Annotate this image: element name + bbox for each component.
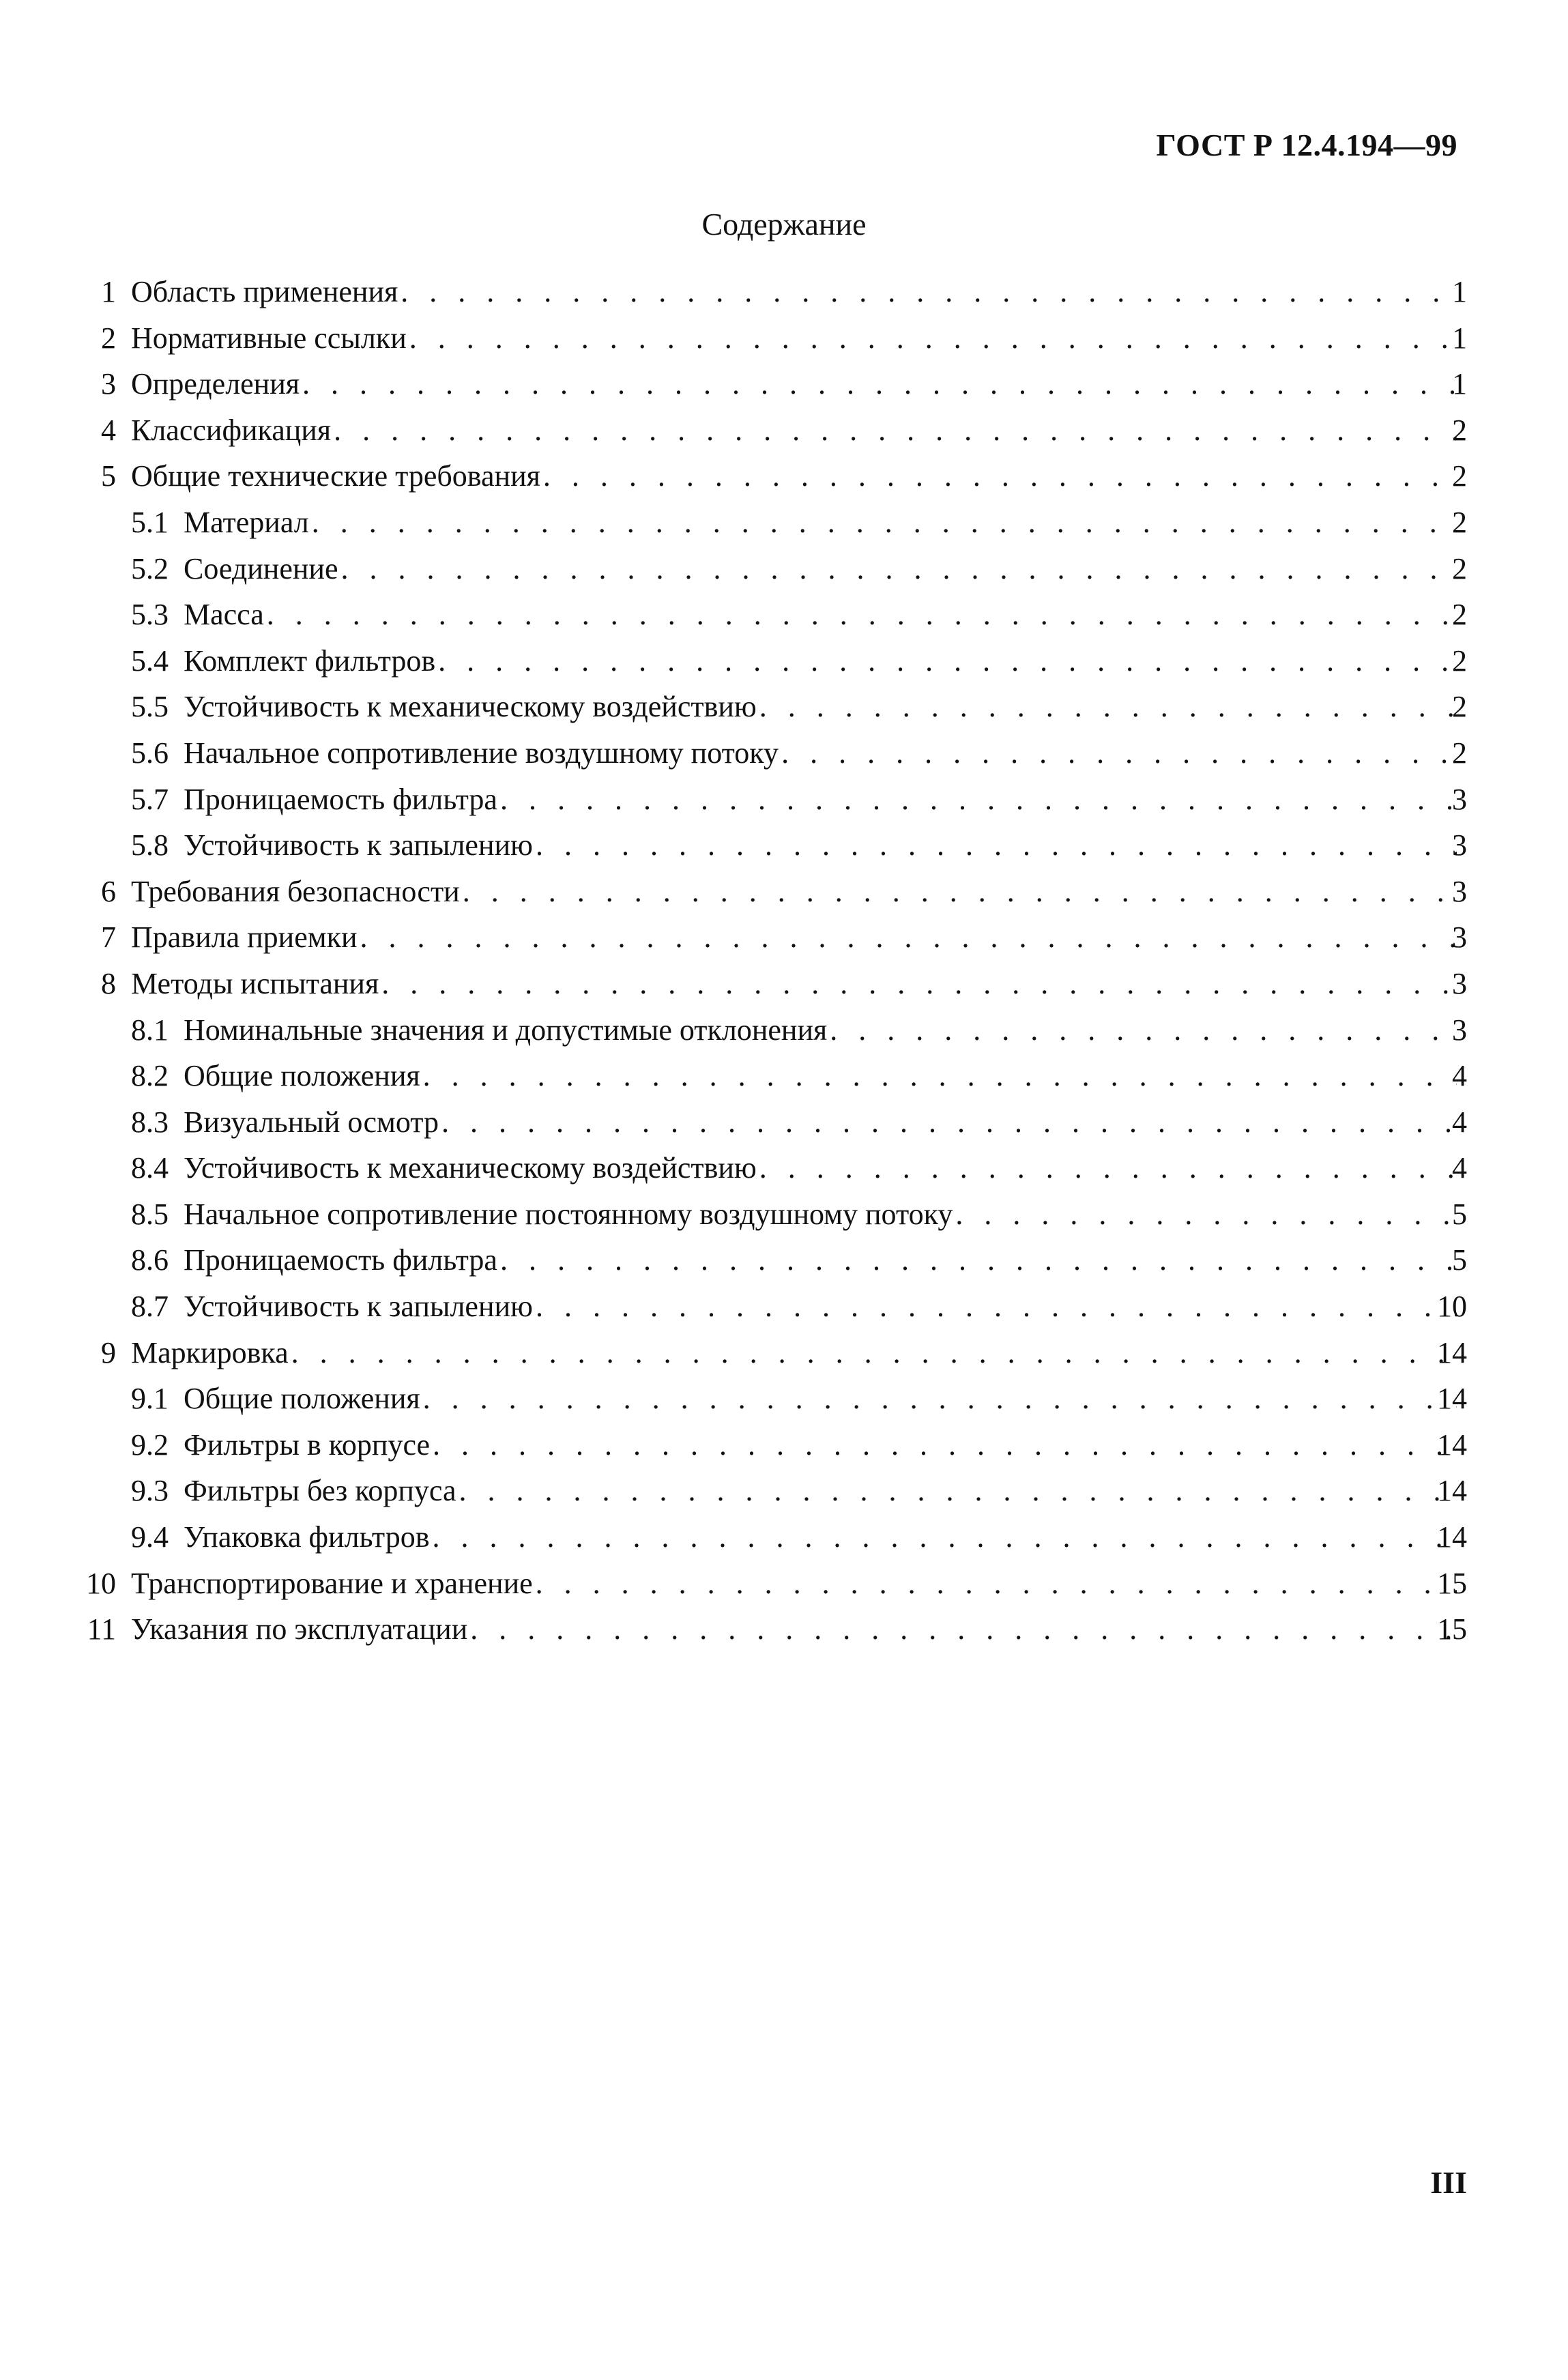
toc-entry-title: Область применения — [131, 275, 398, 308]
toc-entry-number: 5.7 — [131, 782, 169, 816]
toc-entry-title: Общие положения — [184, 1059, 420, 1093]
toc-entry-title: Нормативные ссылки — [131, 321, 407, 355]
toc-entry-line — [131, 1561, 1462, 1607]
toc-entry-title: Масса — [184, 598, 264, 632]
toc-entry-page: 15 — [1437, 1612, 1467, 1646]
toc-title: Содержание — [701, 207, 867, 242]
toc-entry-title: Правила приемки — [131, 920, 358, 955]
toc-entry — [0, 1283, 1568, 1330]
toc-dot-leader — [759, 1145, 1457, 1191]
toc-entry — [0, 315, 1568, 362]
toc-dot-leader — [830, 1007, 1457, 1054]
toc-entry-line — [131, 315, 1462, 362]
toc-entry — [0, 407, 1568, 454]
toc-entry — [0, 777, 1568, 823]
toc-entry-line — [131, 638, 1462, 684]
toc-dot-leader — [536, 1283, 1457, 1330]
toc-entry — [0, 869, 1568, 915]
toc-entry-number: 8.3 — [131, 1105, 169, 1139]
toc-entry-page: 1 — [1452, 321, 1467, 355]
toc-entry-number: 4 — [101, 413, 116, 447]
toc-entry-title: Упаковка фильтров — [184, 1520, 430, 1554]
toc-entry-line — [131, 1514, 1462, 1561]
toc-entry-number: 5.3 — [131, 598, 169, 632]
toc-entry-page: 14 — [1437, 1335, 1467, 1369]
toc-entry-line — [131, 1468, 1462, 1514]
toc-entry-page: 3 — [1452, 966, 1467, 1000]
toc-entry-line — [131, 822, 1462, 869]
toc-entry-title: Определения — [131, 367, 300, 401]
toc-entry-number: 3 — [101, 367, 116, 401]
toc-entry-page: 3 — [1452, 920, 1467, 955]
document-code: ГОСТ Р 12.4.194—99 — [1156, 128, 1457, 162]
toc-entry-page: 1 — [1452, 275, 1467, 308]
toc-entry-number: 8.4 — [131, 1151, 169, 1185]
toc-entry-page: 14 — [1437, 1520, 1467, 1554]
toc-dot-leader — [500, 777, 1457, 823]
toc-dot-leader — [267, 592, 1457, 638]
toc-entry-page: 10 — [1437, 1290, 1467, 1324]
toc-entry — [0, 1376, 1568, 1422]
toc-entry-page: 2 — [1452, 551, 1467, 585]
toc-entry-page: 3 — [1452, 874, 1467, 908]
toc-entry — [0, 822, 1568, 869]
toc-entry — [0, 1561, 1568, 1607]
toc-entry-number: 10 — [86, 1566, 116, 1600]
toc-entry-line — [131, 1376, 1462, 1422]
toc-entry-page: 2 — [1452, 505, 1467, 539]
toc-entry-title: Соединение — [184, 551, 338, 585]
toc-entry-page: 4 — [1452, 1105, 1467, 1139]
toc-entry-number: 5 — [101, 459, 116, 493]
toc-entry-line — [131, 1099, 1462, 1146]
toc-entry-title: Проницаемость фильтра — [184, 782, 497, 816]
toc-entry-title: Методы испытания — [131, 966, 379, 1000]
toc-entry-line — [131, 361, 1462, 407]
toc-entry — [0, 914, 1568, 961]
toc-entry-number: 9.2 — [131, 1427, 169, 1462]
toc-dot-leader — [463, 869, 1457, 915]
toc-entry-line — [131, 269, 1462, 315]
toc-dot-leader — [291, 1330, 1457, 1376]
toc-entry-title: Устойчивость к механическому воздействию — [184, 1151, 757, 1185]
toc-entry — [0, 638, 1568, 684]
toc-entry — [0, 546, 1568, 592]
toc-entry-page: 1 — [1452, 367, 1467, 401]
toc-entry-title: Начальное сопротивление воздушному потоку — [184, 736, 779, 770]
toc-entry-page: 2 — [1452, 413, 1467, 447]
toc-entry-line — [131, 546, 1462, 592]
toc-entry — [0, 1145, 1568, 1191]
toc-entry-line — [131, 730, 1462, 777]
toc-entry-page: 3 — [1452, 782, 1467, 816]
toc-entry-line — [131, 684, 1462, 730]
toc-entry-title: Классификация — [131, 413, 332, 447]
toc-dot-leader — [543, 453, 1457, 499]
toc-entry-title: Устойчивость к запылению — [184, 1290, 533, 1324]
toc-entry-line — [131, 453, 1462, 499]
toc-entry-line — [131, 1191, 1462, 1238]
toc-entry — [0, 1468, 1568, 1514]
toc-entry-number: 8.2 — [131, 1059, 169, 1093]
toc-entry-title: Комплект фильтров — [184, 643, 436, 678]
toc-entry — [0, 592, 1568, 638]
toc-entry-page: 4 — [1452, 1151, 1467, 1185]
toc-entry-page: 3 — [1452, 1013, 1467, 1047]
toc-entry-number: 2 — [101, 321, 116, 355]
toc-entry-title: Маркировка — [131, 1335, 289, 1369]
toc-entry — [0, 1514, 1568, 1561]
toc-entry — [0, 684, 1568, 730]
toc-entry-page: 2 — [1452, 643, 1467, 678]
toc-entry-page: 14 — [1437, 1474, 1467, 1508]
toc-entry-page: 2 — [1452, 459, 1467, 493]
toc-dot-leader — [302, 361, 1457, 407]
toc-dot-leader — [360, 914, 1457, 961]
toc-dot-leader — [955, 1191, 1457, 1238]
toc-entry-number: 7 — [101, 920, 116, 955]
toc-entry-line — [131, 961, 1462, 1007]
toc-dot-leader — [432, 1514, 1457, 1561]
toc-entry-title: Устойчивость к механическому воздействию — [184, 690, 757, 724]
toc-entry-number: 9.1 — [131, 1382, 169, 1416]
toc-entry-number: 5.8 — [131, 828, 169, 862]
toc-dot-leader — [340, 546, 1457, 592]
toc-entry-number: 11 — [87, 1612, 116, 1646]
toc-entry — [0, 1330, 1568, 1376]
toc-entry-line — [131, 869, 1462, 915]
toc-entry-page: 5 — [1452, 1197, 1467, 1231]
toc-entry-number: 8 — [101, 966, 116, 1000]
toc-dot-leader — [781, 730, 1457, 777]
toc-entry-title: Общие технические требования — [131, 459, 540, 493]
toc-entry-line — [131, 777, 1462, 823]
toc-entry-number: 8.5 — [131, 1197, 169, 1231]
toc-entry-number: 5.4 — [131, 643, 169, 678]
toc-entry-page: 4 — [1452, 1059, 1467, 1093]
toc-dot-leader — [423, 1376, 1457, 1422]
toc-entry-line — [131, 1237, 1462, 1283]
toc-entry-number: 5.6 — [131, 736, 169, 770]
toc-entry — [0, 730, 1568, 777]
toc-entry-number: 5.5 — [131, 690, 169, 724]
toc-entry-number: 8.6 — [131, 1243, 169, 1277]
toc-entry — [0, 1422, 1568, 1468]
toc-entry-line — [131, 1606, 1462, 1653]
toc-dot-leader — [459, 1468, 1457, 1514]
toc-dot-leader — [536, 1561, 1457, 1607]
toc-entry-page: 2 — [1452, 598, 1467, 632]
toc-entry-number: 9.4 — [131, 1520, 169, 1554]
toc-entry — [0, 361, 1568, 407]
toc-entry — [0, 1053, 1568, 1099]
toc-entry-line — [131, 1053, 1462, 1099]
toc-entry-line — [131, 407, 1462, 454]
toc-dot-leader — [381, 961, 1457, 1007]
toc-entry — [0, 1099, 1568, 1146]
toc-dot-leader — [423, 1053, 1457, 1099]
toc-entry-title: Фильтры в корпусе — [184, 1427, 431, 1462]
toc-dot-leader — [759, 684, 1457, 730]
toc-entry-title: Материал — [184, 505, 309, 539]
toc-entry-page: 14 — [1437, 1382, 1467, 1416]
toc-entry-line — [131, 1283, 1462, 1330]
toc-entry-number: 5.1 — [131, 505, 169, 539]
toc-entry — [0, 1007, 1568, 1054]
toc-entry — [0, 1237, 1568, 1283]
toc-entry-page: 3 — [1452, 828, 1467, 862]
toc-entry-line — [131, 499, 1462, 546]
toc-dot-leader — [334, 407, 1457, 454]
toc-entry-number: 8.7 — [131, 1290, 169, 1324]
toc-entry-line — [131, 1330, 1462, 1376]
toc-entry-line — [131, 1007, 1462, 1054]
toc-entry-page: 14 — [1437, 1427, 1467, 1462]
toc-entry-title: Требования безопасности — [131, 874, 460, 908]
toc-dot-leader — [500, 1237, 1457, 1283]
toc-entry-title: Начальное сопротивление постоянному воздушному потоку — [184, 1197, 953, 1231]
toc-entry-title: Фильтры без корпуса — [184, 1474, 456, 1508]
toc-entry-number: 9.3 — [131, 1474, 169, 1508]
toc-entry-page: 15 — [1437, 1566, 1467, 1600]
toc-entry — [0, 269, 1568, 315]
toc-entry — [0, 453, 1568, 499]
toc-entry-line — [131, 914, 1462, 961]
toc-dot-leader — [441, 1099, 1457, 1146]
toc-entry-title: Общие положения — [184, 1382, 420, 1416]
toc-entry-title: Устойчивость к запылению — [184, 828, 533, 862]
toc-entry-title: Проницаемость фильтра — [184, 1243, 497, 1277]
toc-dot-leader — [409, 315, 1457, 362]
toc-entry — [0, 961, 1568, 1007]
toc-entry-line — [131, 592, 1462, 638]
toc-dot-leader — [433, 1422, 1457, 1468]
toc-entry-number: 8.1 — [131, 1013, 169, 1047]
toc-entry-page: 5 — [1452, 1243, 1467, 1277]
toc-entry-number: 1 — [101, 275, 116, 308]
toc-entry-line — [131, 1145, 1462, 1191]
toc-entry-title: Номинальные значения и допустимые отклонения — [184, 1013, 828, 1047]
toc-entry-line — [131, 1422, 1462, 1468]
toc-entry-number: 6 — [101, 874, 116, 908]
toc-entry-page: 2 — [1452, 690, 1467, 724]
toc-entry-title: Указания по эксплуатации — [131, 1612, 468, 1646]
page-number: III — [1430, 2165, 1467, 2200]
toc-entry — [0, 499, 1568, 546]
toc-dot-leader — [438, 638, 1457, 684]
toc-entry-number: 9 — [101, 1335, 116, 1369]
toc-dot-leader — [401, 269, 1457, 315]
toc-entry — [0, 1606, 1568, 1653]
toc-entry-page: 2 — [1452, 736, 1467, 770]
toc-entry-number: 5.2 — [131, 551, 169, 585]
toc-entry — [0, 1191, 1568, 1238]
toc-dot-leader — [312, 499, 1457, 546]
toc-dot-leader — [536, 822, 1457, 869]
toc-entry-title: Визуальный осмотр — [184, 1105, 439, 1139]
table-of-contents — [0, 269, 1568, 1653]
toc-entry-title: Транспортирование и хранение — [131, 1566, 533, 1600]
toc-dot-leader — [470, 1606, 1457, 1653]
